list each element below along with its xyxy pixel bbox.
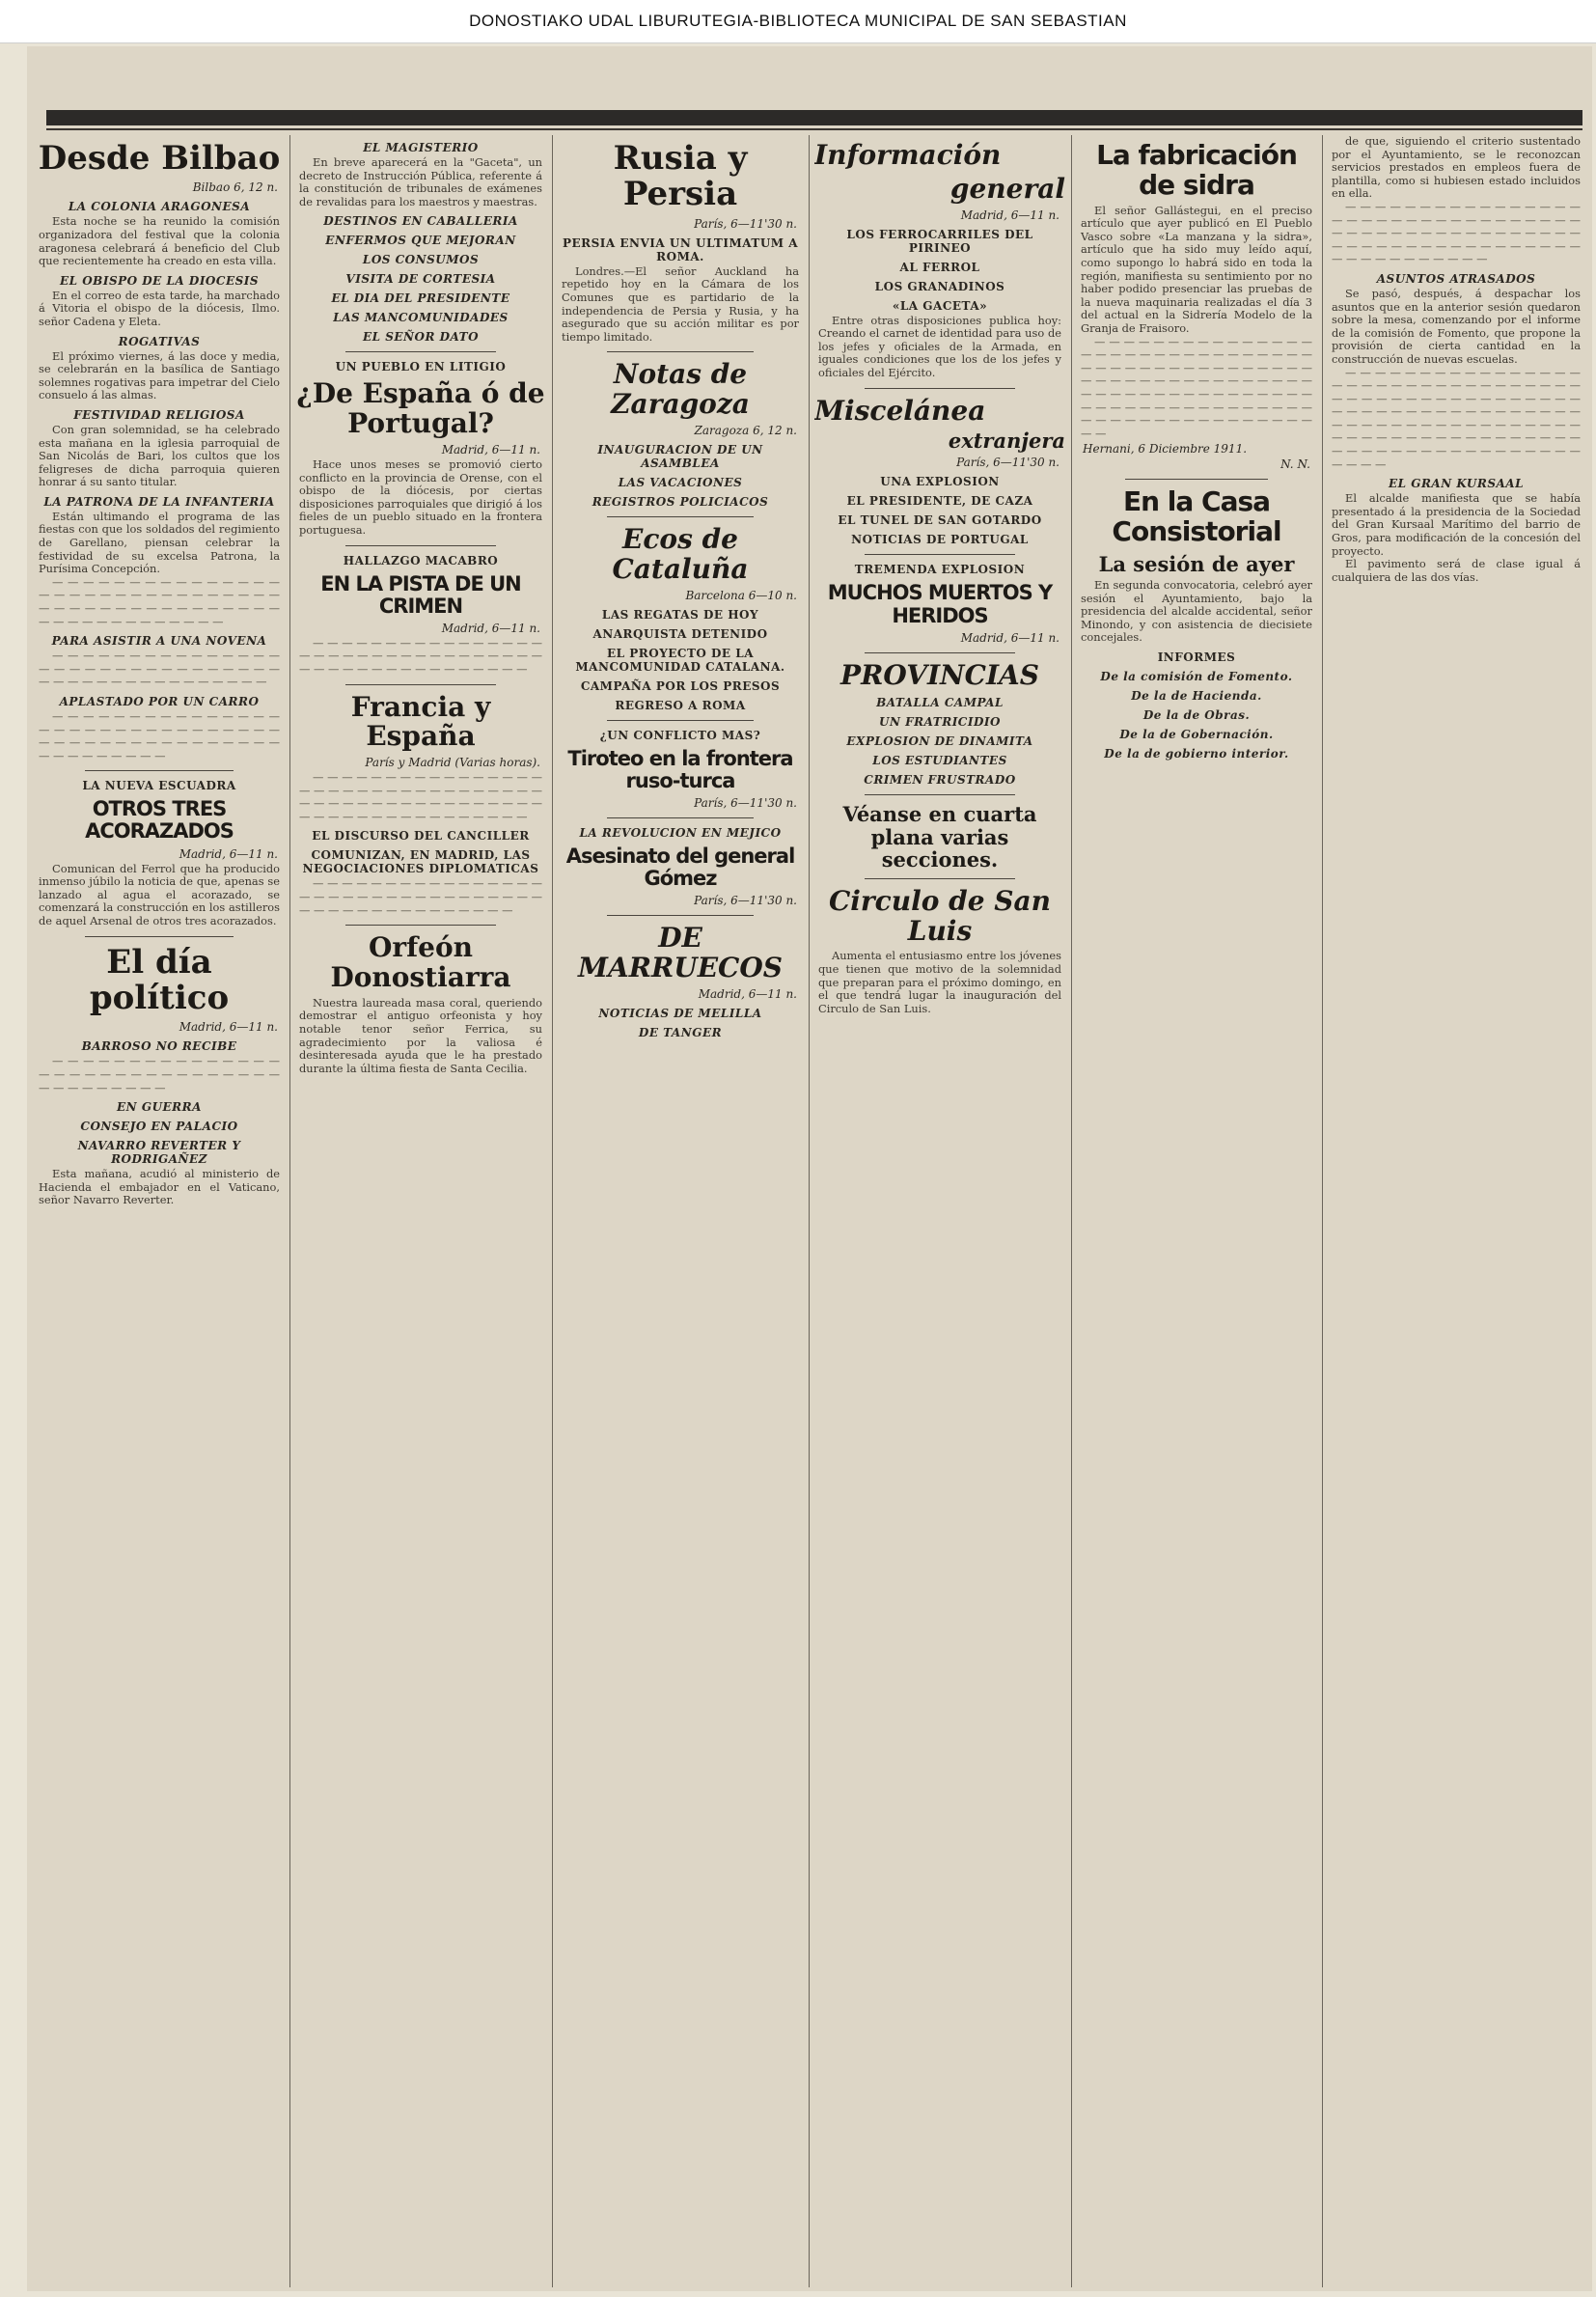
article-paragraph: Hace unos meses se promovió cierto conflicto en la provincia de Orense, con el obispo de la diócesis, por ciertas disposiciones parroquiales que dirigió á los fieles de un pueblo situado en la frontera portuguesa. xyxy=(299,457,542,537)
column-1 xyxy=(35,135,284,2287)
subhead: LOS ESTUDIANTES xyxy=(872,754,1007,768)
subhead: EL MAGISTERIO xyxy=(363,141,479,154)
subhead: NOTICIAS DE PORTUGAL xyxy=(851,533,1029,547)
subhead: AL FERROL xyxy=(899,260,980,274)
subhead: PERSIA ENVIA UN ULTIMATUM A ROMA. xyxy=(562,235,799,263)
subhead: LOS FERROCARRILES DEL PIRINEO xyxy=(846,227,1033,255)
column-separator xyxy=(289,135,290,2287)
headline-extranjera: extranjera xyxy=(948,429,1065,454)
subhead: LA PATRONA DE LA INFANTERIA xyxy=(43,494,275,509)
article-paragraph: El próximo viernes, á las doce y media, se celebrarán en la basílica de Santiago solemnes rogativas para impetrar del Cielo consuelo á las almas. xyxy=(39,348,280,402)
headline-sesion-de-ayer: La sesión de ayer xyxy=(1098,551,1295,576)
subhead: EL GRAN KURSAAL xyxy=(1388,477,1525,491)
subhead: NOTICIAS DE MELILLA xyxy=(598,1006,762,1020)
headline-de-marruecos: DE MARRUECOS xyxy=(578,921,783,983)
subhead: ROGATIVAS xyxy=(118,334,201,348)
subhead: BARROSO NO RECIBE xyxy=(81,1039,237,1054)
dateline: Madrid, 6—11 n. xyxy=(441,442,540,457)
masthead-rule-thin xyxy=(46,128,1582,130)
column-4 xyxy=(814,135,1065,2287)
headline-circulo-de-san-luis: Circulo de San Luis xyxy=(828,884,1051,947)
subhead: NAVARRO REVERTER Y RODRIGAÑEZ xyxy=(77,1139,241,1167)
subhead: REGRESO A ROMA xyxy=(615,698,746,712)
article-paragraph: Se pasó, después, á despachar los asuntos que en la anterior sesión quedaron sobre la mesa, comenzando por el informe de la comisión de Fomento, que propone la provisión de cierta cantidad en la construcción de nuevas escuelas. xyxy=(1332,286,1581,366)
filler-text: — — — — — — — — — — — — — — — — — — — — — — — — — — — — — — — — — — — — — — — — — — — — — — — — — — — — — — — — — — — — — — — — — — — — — — — — — — — — — — xyxy=(1332,199,1581,266)
headline-ecos-de-cataluna: Ecos de Cataluña xyxy=(612,522,749,585)
subhead: ASUNTOS ATRASADOS xyxy=(1376,271,1536,286)
article-paragraph: El pavimento será de clase igual á cualquiera de las dos vías. xyxy=(1332,557,1581,584)
article-initials: N. N. xyxy=(1280,457,1310,472)
subhead: CONSEJO EN PALACIO xyxy=(80,1120,238,1134)
article-signoff: Hernani, 6 Diciembre 1911. xyxy=(1083,442,1248,457)
headline-provincias: PROVINCIAS xyxy=(840,658,1039,691)
filler-text: — — — — — — — — — — — — — — — — — — — — — — — — — — — — — — — — — — — — — — — — — — — — — — — — — — — — — — — — — — — — — — — — — — — — — — — — — — — — — — — — — — — — — — — — — — — — — — — — — — — — — — — — — — — — — — — — — xyxy=(1081,334,1312,440)
dateline: París, 6—11'30 n. xyxy=(694,216,797,231)
article-paragraph: Comunican del Ferrol que ha producido inmenso júbilo la noticia de que, apenas se lanzado al agua el acorazado, se comenzará la construcción en los astilleros de aquel Arsenal de otros tres acorazados. xyxy=(39,861,280,927)
dateline: Madrid, 6—11 n. xyxy=(179,846,278,861)
headline-en-la-pista-de-un-crimen: EN LA PISTA DE UN CRIMEN xyxy=(320,571,521,618)
headline-notas-de-zaragoza: Notas de Zaragoza xyxy=(611,358,750,421)
filler-text: — — — — — — — — — — — — — — — — — — — — — — — — — — — — — — — — — — — — — — — — — — — — — — — — — xyxy=(299,635,542,676)
dateline: Zaragoza 6, 12 n. xyxy=(694,423,797,437)
headline-tiroteo-frontera: Tiroteo en la frontera ruso-turca xyxy=(567,746,793,792)
subhead: DE TANGER xyxy=(638,1025,723,1039)
subhead: De la de gobierno interior. xyxy=(1104,746,1289,761)
headline-el-dia-politico: El día político xyxy=(89,942,230,1017)
dateline: París, 6—11'30 n. xyxy=(694,795,797,810)
filler-text: — — — — — — — — — — — — — — — — — — — — — — — — — — — — — — — — — — — — — — — — — — — — — — — — xyxy=(299,876,542,917)
filler-text: — — — — — — — — — — — — — — — — — — — — — — — — — — — — — — — — — — — — — — — — — — — — — — — — — — — — — — — — xyxy=(39,709,280,762)
article-paragraph: Con gran solemnidad, se ha celebrado esta mañana en la iglesia parroquial de San Nicolás de Bari, los cultos que los feligreses de dicha parroquia quieren honrar á su santo titular. xyxy=(39,422,280,489)
column-2 xyxy=(295,135,546,2287)
filler-text: — — — — — — — — — — — — — — — — — — — — — — — — — — — — — — — — — — — — — — — — — — — — — — — — — — — — — — — — — — — — — — — — — — xyxy=(299,770,542,823)
subhead: REGISTROS POLICIACOS xyxy=(592,494,769,509)
subhead: De la de Gobernación. xyxy=(1119,727,1274,741)
headline-desde-bilbao: Desde Bilbao xyxy=(38,139,281,178)
article-paragraph: Esta noche se ha reunido la comisión organizadora del festival que la colonia aragonesa celebrará á beneficio del Club que recientemente ha creado en esta villa. xyxy=(39,214,280,268)
subhead: APLASTADO POR UN CARRO xyxy=(59,695,260,709)
subhead: FESTIVIDAD RELIGIOSA xyxy=(73,407,245,422)
headline-fabricacion-de-sidra: La fabricación de sidra xyxy=(1096,139,1297,201)
subhead: EN GUERRA xyxy=(117,1100,202,1115)
subhead: EL PROYECTO DE LA MANCOMUNIDAD CATALANA. xyxy=(575,646,785,674)
filler-text: — — — — — — — — — — — — — — — — — — — — — — — — — — — — — — — — — — — — — — — — — — — — — — — xyxy=(39,649,280,689)
article-paragraph: En breve aparecerá en la "Gaceta", un decreto de Instrucción Pública, referente á la constitución de tribunales de exámenes de revalidas para los maestros y maestras. xyxy=(299,155,542,208)
article-paragraph: En el correo de esta tarde, ha marchado á Vitoria el obispo de la diócesis, Ilmo. señor Cadena y Eleta. xyxy=(39,288,280,328)
dateline: Madrid, 6—11 n. xyxy=(441,621,540,635)
subhead: CAMPAÑA POR LOS PRESOS xyxy=(580,678,781,693)
headline-orfeon-donostiarra: Orfeón Donostiarra xyxy=(330,931,511,994)
article-paragraph: Entre otras disposiciones publica hoy: Creando el carnet de identidad para uso de los jefes y oficiales de la Armada, en iguales condiciones que los de los jefes y oficiales del Ejército. xyxy=(818,313,1061,379)
section-label: TREMENDA EXPLOSION xyxy=(854,563,1026,577)
subhead: BATALLA CAMPAL xyxy=(876,696,1004,710)
headline-informacion: Información xyxy=(814,139,1002,171)
headline-miscelanea: Miscelánea xyxy=(814,394,986,427)
column-separator xyxy=(552,135,553,2287)
column-3 xyxy=(558,135,803,2287)
headline-otros-tres-acorazados: OTROS TRES ACORAZADOS xyxy=(85,797,234,844)
subhead: PARA ASISTIR A UNA NOVENA xyxy=(51,634,267,649)
article-paragraph: Nuestra laureada masa coral, queriendo demostrar el antiguo orfeonista y hoy notable tenor señor Ferrica, su agradecimiento por la valiosa é desinteresada ayuda que le ha prestado durante la última fiesta de Santa Cecilia. xyxy=(299,995,542,1075)
headline-general: general xyxy=(949,172,1065,205)
subhead: ENFERMOS QUE MEJORAN xyxy=(325,234,516,248)
article-paragraph: Londres.—El señor Auckland ha repetido hoy en la Cámara de los Comunes que es partidario de la independencia de Persia y Rusia, y ha asegurado que su acción militar es por tiempo limitado. xyxy=(562,263,799,344)
subhead: EL DIA DEL PRESIDENTE xyxy=(331,291,510,306)
section-label: LA REVOLUCION EN MEJICO xyxy=(579,825,782,840)
masthead-rule xyxy=(46,110,1582,125)
column-6 xyxy=(1328,135,1584,2287)
column-separator xyxy=(809,135,810,2287)
subhead: INFORMES xyxy=(1157,650,1236,664)
filler-text: — — — — — — — — — — — — — — — — — — — — — — — — — — — — — — — — — — — — — — — — — — — — — — — — — — — — — — — — — — — — xyxy=(39,574,280,628)
subhead: «LA GACETA» xyxy=(892,298,988,313)
library-banner xyxy=(0,0,1596,43)
subhead: UNA EXPLOSION xyxy=(880,475,1000,489)
dateline: Bilbao 6, 12 n. xyxy=(192,180,278,195)
dateline: París, 6—11'30 n. xyxy=(694,893,797,907)
subhead: EXPLOSION DE DINAMITA xyxy=(846,734,1033,749)
filler-text: — — — — — — — — — — — — — — — — — — — — — — — — — — — — — — — — — — — — — — — — xyxy=(39,1054,280,1094)
subhead: LAS VACACIONES xyxy=(618,475,743,489)
subhead: LAS MANCOMUNIDADES xyxy=(333,311,509,325)
section-label: UN PUEBLO EN LITIGIO xyxy=(335,360,507,374)
banner-text: DONOSTIAKO UDAL LIBURUTEGIA-BIBLIOTECA MUNICIPAL DE SAN SEBASTIAN xyxy=(469,12,1127,30)
filler-text: — — — — — — — — — — — — — — — — — — — — — — — — — — — — — — — — — — — — — — — — — — — — — — — — — — — — — — — — — — — — — — — — — — — — — — — — — — — — — — — — — — — — — — — — — — — — — — — — — — — — — — — — — — — — — — — — — — — — — — — — — — xyxy=(1332,365,1581,471)
subhead: EL SEÑOR DATO xyxy=(362,330,480,345)
article-paragraph: Esta mañana, acudió al ministerio de Hacienda el embajador en el Vaticano, señor Navarro Reverter. xyxy=(39,1167,280,1207)
article-paragraph: El alcalde manifiesta que se había presentado á la presidencia de la Sociedad del Gran Kursaal Marítimo del barrio de Gros, para modificación de la concesión del proyecto. xyxy=(1332,491,1581,558)
dateline: París, 6—11'30 n. xyxy=(956,456,1059,470)
column-separator xyxy=(1071,135,1072,2287)
subhead: INAUGURACION DE UN ASAMBLEA xyxy=(597,442,763,470)
section-label: HALLAZGO MACABRO xyxy=(343,553,499,567)
notice-vease-cuarta-plana: Véanse en cuarta plana varias secciones. xyxy=(842,802,1037,872)
subhead: EL OBISPO DE LA DIOCESIS xyxy=(59,273,260,288)
subhead: LOS GRANADINOS xyxy=(874,279,1005,293)
article-paragraph: Aumenta el entusiasmo entre los jóvenes que tienen que motivo de la solemnidad que preparan para el próximo domingo, en el que tendrá lugar la inauguración del Circulo de San Luis. xyxy=(818,949,1061,1015)
dateline: Madrid, 6—11 n. xyxy=(179,1020,278,1035)
subhead: VISITA DE CORTESIA xyxy=(345,272,496,287)
article-paragraph: En segunda convocatoria, celebró ayer sesión el Ayuntamiento, bajo la presidencia del alcalde accidental, señor Minondo, y con asistencia de diecisiete concejales. xyxy=(1081,577,1312,645)
dateline: Madrid, 6—11 n. xyxy=(698,986,797,1001)
dateline: Barcelona 6—10 n. xyxy=(685,588,797,602)
headline-francia-y-espana: Francia y España xyxy=(350,690,491,753)
subhead: ANARQUISTA DETENIDO xyxy=(592,626,768,641)
subhead: EL TUNEL DE SAN GOTARDO xyxy=(838,513,1042,528)
dateline: Madrid, 6—11 n. xyxy=(960,630,1059,645)
subhead: EL DISCURSO DEL CANCILLER xyxy=(312,829,530,844)
subhead: UN FRATRICIDIO xyxy=(879,715,1001,730)
subhead: CRIMEN FRUSTRADO xyxy=(864,773,1016,788)
dateline: Madrid, 6—11 n. xyxy=(960,208,1059,222)
article-paragraph: de que, siguiendo el criterio sustentado por el Ayuntamiento, se le reconozcan servicios prestados en empleos fuera de plantilla, como si hubiesen estado incluidos en ella. xyxy=(1332,135,1581,201)
subhead: De la de Obras. xyxy=(1142,707,1251,722)
subhead: De la de Hacienda. xyxy=(1131,688,1262,703)
headline-rusia-y-persia: Rusia y Persia xyxy=(613,139,748,214)
subhead: EL PRESIDENTE, DE CAZA xyxy=(846,494,1033,509)
subhead: LA COLONIA ARAGONESA xyxy=(68,200,251,214)
dateline: París y Madrid (Varias horas). xyxy=(365,756,540,770)
article-paragraph: Están ultimando el programa de las fiestas con que los soldados del regimiento de Garellano, piensan celebrar la festividad de su excelsa Patrona, la Purísima Concepción. xyxy=(39,509,280,576)
newspaper-page xyxy=(27,46,1592,2291)
article-paragraph: El señor Gallástegui, en el preciso artículo que ayer publicó en El Pueblo Vasco sobre «La manzana y la sidra», artículo que ha sido muy leído aquí, como supongo lo habrá sido en toda la región, manifiesta su sentimiento por no haber podido presenciar las pruebas de la nueva maquinaria realizadas el día 3 del actual en la Sidrería Modelo de la Granja de Fraisoro. xyxy=(1081,203,1312,335)
headline-casa-consistorial: En la Casa Consistorial xyxy=(1112,485,1281,548)
subhead: De la comisión de Fomento. xyxy=(1100,669,1293,683)
section-label: ¿UN CONFLICTO MAS? xyxy=(599,728,761,742)
subhead: COMUNIZAN, EN MADRID, LAS NEGOCIACIONES DIPLOMATICAS xyxy=(302,848,539,876)
headline-asesinato-general-gomez: Asesinato del general Gómez xyxy=(565,844,795,890)
headline-muchos-muertos: MUCHOS MUERTOS Y HERIDOS xyxy=(827,581,1053,627)
subhead: DESTINOS EN CABALLERIA xyxy=(323,214,518,229)
column-separator xyxy=(1322,135,1323,2287)
column-5 xyxy=(1077,135,1316,2287)
subhead: LAS REGATAS DE HOY xyxy=(601,607,759,622)
subhead: LOS CONSUMOS xyxy=(362,253,480,267)
section-label: LA NUEVA ESCUADRA xyxy=(82,779,236,793)
headline-de-espana-o-de-portugal: ¿De España ó de Portugal? xyxy=(296,377,545,440)
